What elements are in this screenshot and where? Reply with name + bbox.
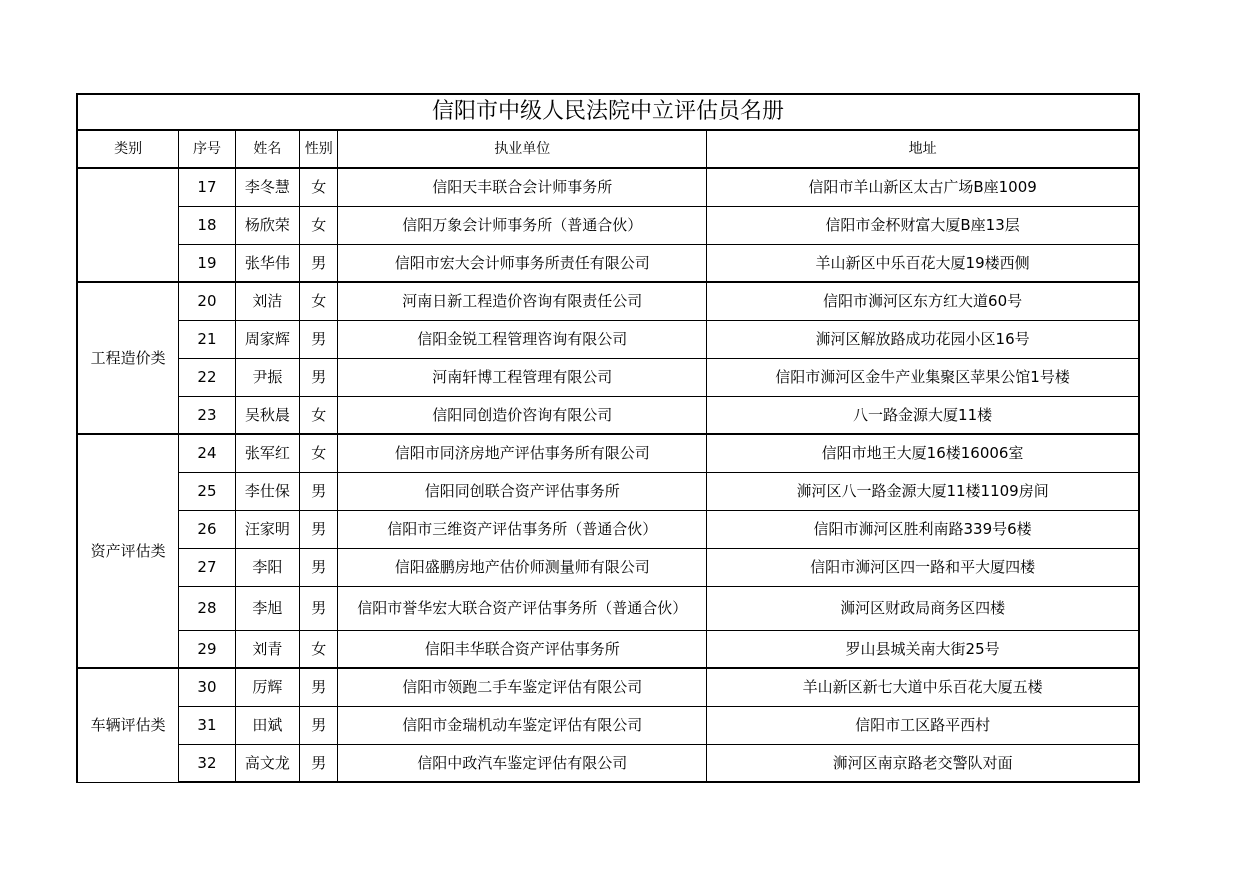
seq-cell: 20 [179, 282, 235, 320]
seq-cell: 24 [179, 434, 235, 472]
table-row [77, 706, 1139, 744]
unit-cell: 信阳盛鹏房地产估价师测量师有限公司 [338, 548, 707, 586]
name-cell: 张军红 [235, 434, 299, 472]
unit-cell: 信阳市金瑞机动车鉴定评估有限公司 [338, 706, 707, 744]
table-row [77, 358, 1139, 396]
name-cell: 李冬慧 [235, 168, 299, 206]
seq-cell: 18 [179, 206, 235, 244]
unit-cell: 信阳中政汽车鉴定评估有限公司 [338, 744, 707, 782]
name-cell: 李仕保 [235, 472, 299, 510]
name-cell: 尹振 [235, 358, 299, 396]
gender-cell: 男 [300, 706, 338, 744]
table-row [77, 282, 1139, 320]
header-row [77, 130, 1139, 168]
seq-cell: 25 [179, 472, 235, 510]
unit-cell: 信阳市同济房地产评估事务所有限公司 [338, 434, 707, 472]
header-unit: 执业单位 [338, 130, 707, 168]
name-cell: 厉辉 [235, 668, 299, 706]
name-cell: 杨欣荣 [235, 206, 299, 244]
address-cell: 信阳市地王大厦16楼16006室 [707, 434, 1139, 472]
name-cell: 张华伟 [235, 244, 299, 282]
address-cell: 浉河区财政局商务区四楼 [707, 586, 1139, 630]
table-row [77, 434, 1139, 472]
name-cell: 李旭 [235, 586, 299, 630]
unit-cell: 信阳市誉华宏大联合资产评估事务所（普通合伙） [338, 586, 707, 630]
gender-cell: 男 [300, 320, 338, 358]
seq-cell: 32 [179, 744, 235, 782]
category-cell: 资产评估类 [77, 434, 179, 668]
table-row [77, 630, 1139, 668]
address-cell: 信阳市浉河区东方红大道60号 [707, 282, 1139, 320]
address-cell: 羊山新区新七大道中乐百花大厦五楼 [707, 668, 1139, 706]
unit-cell: 河南轩博工程管理有限公司 [338, 358, 707, 396]
unit-cell: 信阳万象会计师事务所（普通合伙） [338, 206, 707, 244]
seq-cell: 30 [179, 668, 235, 706]
gender-cell: 男 [300, 472, 338, 510]
gender-cell: 男 [300, 510, 338, 548]
address-cell: 信阳市金杯财富大厦B座13层 [707, 206, 1139, 244]
table-row [77, 668, 1139, 706]
seq-cell: 17 [179, 168, 235, 206]
name-cell: 刘青 [235, 630, 299, 668]
address-cell: 浉河区解放路成功花园小区16号 [707, 320, 1139, 358]
table-row [77, 206, 1139, 244]
gender-cell: 女 [300, 168, 338, 206]
header-address: 地址 [707, 130, 1139, 168]
header-seq: 序号 [179, 130, 235, 168]
seq-cell: 21 [179, 320, 235, 358]
unit-cell: 信阳金锐工程管理咨询有限公司 [338, 320, 707, 358]
table-row [77, 510, 1139, 548]
gender-cell: 女 [300, 282, 338, 320]
address-cell: 浉河区八一路金源大厦11楼1109房间 [707, 472, 1139, 510]
name-cell: 吴秋晨 [235, 396, 299, 434]
table-row [77, 586, 1139, 630]
table-row [77, 168, 1139, 206]
address-cell: 浉河区南京路老交警队对面 [707, 744, 1139, 782]
name-cell: 高文龙 [235, 744, 299, 782]
seq-cell: 19 [179, 244, 235, 282]
gender-cell: 男 [300, 548, 338, 586]
category-cell: 工程造价类 [77, 282, 179, 434]
address-cell: 信阳市浉河区四一路和平大厦四楼 [707, 548, 1139, 586]
name-cell: 汪家明 [235, 510, 299, 548]
address-cell: 信阳市浉河区胜利南路339号6楼 [707, 510, 1139, 548]
gender-cell: 男 [300, 668, 338, 706]
gender-cell: 男 [300, 586, 338, 630]
gender-cell: 男 [300, 744, 338, 782]
address-cell: 信阳市浉河区金牛产业集聚区苹果公馆1号楼 [707, 358, 1139, 396]
seq-cell: 23 [179, 396, 235, 434]
seq-cell: 27 [179, 548, 235, 586]
table-row [77, 396, 1139, 434]
name-cell: 李阳 [235, 548, 299, 586]
gender-cell: 女 [300, 434, 338, 472]
name-cell: 刘洁 [235, 282, 299, 320]
table-row [77, 548, 1139, 586]
header-name: 姓名 [235, 130, 299, 168]
unit-cell: 信阳市领跑二手车鉴定评估有限公司 [338, 668, 707, 706]
header-category: 类别 [77, 130, 179, 168]
name-cell: 田斌 [235, 706, 299, 744]
table-row [77, 244, 1139, 282]
table-row [77, 472, 1139, 510]
gender-cell: 男 [300, 244, 338, 282]
unit-cell: 信阳同创联合资产评估事务所 [338, 472, 707, 510]
address-cell: 八一路金源大厦11楼 [707, 396, 1139, 434]
unit-cell: 河南日新工程造价咨询有限责任公司 [338, 282, 707, 320]
seq-cell: 29 [179, 630, 235, 668]
seq-cell: 28 [179, 586, 235, 630]
gender-cell: 女 [300, 396, 338, 434]
evaluator-roster-table [76, 93, 1140, 783]
table-row [77, 744, 1139, 782]
category-cell: 车辆评估类 [77, 668, 179, 782]
gender-cell: 女 [300, 630, 338, 668]
address-cell: 信阳市羊山新区太古广场B座1009 [707, 168, 1139, 206]
seq-cell: 22 [179, 358, 235, 396]
unit-cell: 信阳市三维资产评估事务所（普通合伙） [338, 510, 707, 548]
address-cell: 信阳市工区路平西村 [707, 706, 1139, 744]
category-cell [77, 168, 179, 282]
unit-cell: 信阳天丰联合会计师事务所 [338, 168, 707, 206]
unit-cell: 信阳市宏大会计师事务所责任有限公司 [338, 244, 707, 282]
unit-cell: 信阳丰华联合资产评估事务所 [338, 630, 707, 668]
unit-cell: 信阳同创造价咨询有限公司 [338, 396, 707, 434]
name-cell: 周家辉 [235, 320, 299, 358]
table-row [77, 320, 1139, 358]
gender-cell: 男 [300, 358, 338, 396]
address-cell: 罗山县城关南大街25号 [707, 630, 1139, 668]
seq-cell: 31 [179, 706, 235, 744]
seq-cell: 26 [179, 510, 235, 548]
roster-title: 信阳市中级人民法院中立评估员名册 [77, 94, 1139, 130]
gender-cell: 女 [300, 206, 338, 244]
header-gender: 性别 [300, 130, 338, 168]
address-cell: 羊山新区中乐百花大厦19楼西侧 [707, 244, 1139, 282]
